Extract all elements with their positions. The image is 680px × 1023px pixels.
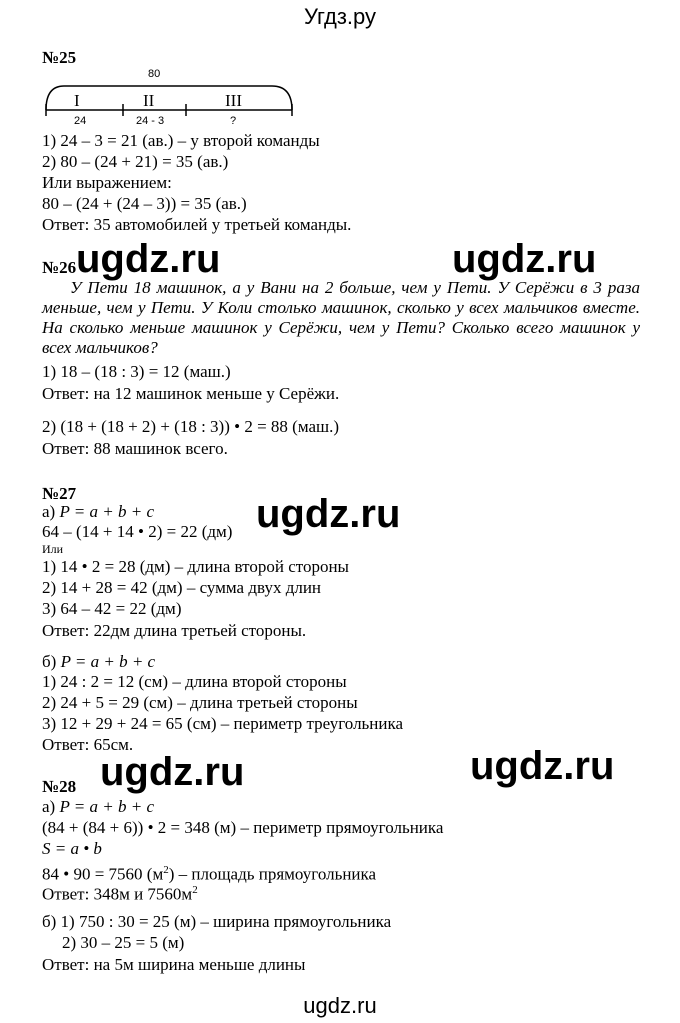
watermark-2: ugdz.ru [452,237,597,281]
task-27-number: №27 [42,484,77,503]
task-27-or: Или [42,542,64,556]
segment-label-2: II [143,91,155,110]
task-28-number: №28 [42,777,77,796]
task-27-formula-a [42,502,154,522]
task-25-line-2: 2) 80 – (24 + 21) = 35 (ав.) [42,152,229,171]
footer-site: ugdz.ru [303,993,377,1018]
area-calc: 84 • 90 = 7560 (м [42,864,164,884]
area-formula: S = a • b [42,839,102,858]
task-27-expression: 64 – (14 + 14 • 2) = 22 (дм) [42,522,233,541]
task-27-b-line-1: 1) 24 : 2 = 12 (см) – длина второй стороны [42,672,347,691]
task-28-b-line-1: б) 1) 750 : 30 = 25 (м) – ширина прямоугольника [42,912,392,931]
area-unit-exponent: 2 [163,864,169,876]
task-27-b-answer: Ответ: 65см. [42,735,134,754]
watermark-5: ugdz.ru [470,744,615,788]
task-26-line-1: 1) 18 – (18 : 3) = 12 (маш.) [42,362,231,381]
answer-unit-exponent: 2 [192,884,198,896]
task-25-line-4: 80 – (24 + (24 – 3)) = 35 (ав.) [42,194,247,213]
task-27-b-line-2: 2) 24 + 5 = 29 (см) – длина третьей стороны [42,693,358,712]
task-28-formula-p [42,797,154,817]
task-26-answer-2: Ответ: 88 машинок всего. [42,439,228,458]
task-25-number: №25 [42,48,77,67]
watermark-4: ugdz.ru [100,750,245,794]
task-26-answer-1: Ответ: на 12 машинок меньше у Серёжи. [42,384,340,403]
watermark-1: ugdz.ru [76,237,221,281]
task-28-b-answer: Ответ: на 5м ширина меньше длины [42,955,306,974]
task-28-formula-s [42,839,102,859]
task-27-a-line-1: 1) 14 • 2 = 28 (дм) – длина второй стороны [42,557,349,576]
answer-text: Ответ: 348м и 7560м [42,884,193,904]
watermark-3: ugdz.ru [256,492,401,536]
segment-label-3: III [225,91,242,110]
task-27-a-line-3: 3) 64 – 42 = 22 (дм) [42,599,182,618]
segment-value-1: 24 [74,115,87,127]
part-b-label: б) [42,652,61,671]
task-25-answer: Ответ: 35 автомобилей у третьей команды. [42,215,352,234]
task-26-number: №26 [42,258,77,277]
task-25-line-1: 1) 24 – 3 = 21 (ав.) – у второй команды [42,131,320,150]
area-desc: ) – площадь прямоугольника [168,864,377,884]
segment-value-2: 24 - 3 [136,115,165,127]
part-a-label-28: а) [42,797,60,816]
segment-value-3: ? [230,115,237,127]
task-27-formula-b [42,652,155,672]
diagram-lines [0,0,680,140]
task-27-a-line-2: 2) 14 + 28 = 42 (дм) – сумма двух длин [42,578,322,597]
task-28-line-1: (84 + (84 + 6)) • 2 = 348 (м) – периметр прямоугольника [42,818,444,837]
perimeter-formula: P = a + b + c [59,502,155,521]
segment-label-1: I [74,91,80,110]
task-26-line-2: 2) (18 + (18 + 2) + (18 : 3)) • 2 = 88 (маш.) [42,417,340,436]
site-title: Угдз.ру [303,4,377,29]
task-26-statement: У Пети 18 машинок, а у Вани на 2 больше, чем у Пети. У Серёжи в 3 раза меньше, чем у Пети. У Коли столько машинок, сколько у всех мальчиков вместе. На сколько меньше машинок у Серёжи, чем у Пети? Сколько всего машинок у всех мальчиков? [42,278,640,357]
task-28-a-answer [42,880,198,905]
part-a-label: а) [42,502,60,521]
task-27-b-line-3: 3) 12 + 29 + 24 = 65 (см) – периметр треугольника [42,714,404,733]
task-25-line-3: Или выражением: [42,173,172,192]
task-27-a-answer: Ответ: 22дм длина третьей стороны. [42,621,307,640]
perimeter-formula-28: P = a + b + c [59,797,155,816]
diagram-total-label: 80 [148,68,161,80]
perimeter-formula-b: P = a + b + c [60,652,156,671]
task-28-b-line-2: 2) 30 – 25 = 5 (м) [62,933,185,952]
